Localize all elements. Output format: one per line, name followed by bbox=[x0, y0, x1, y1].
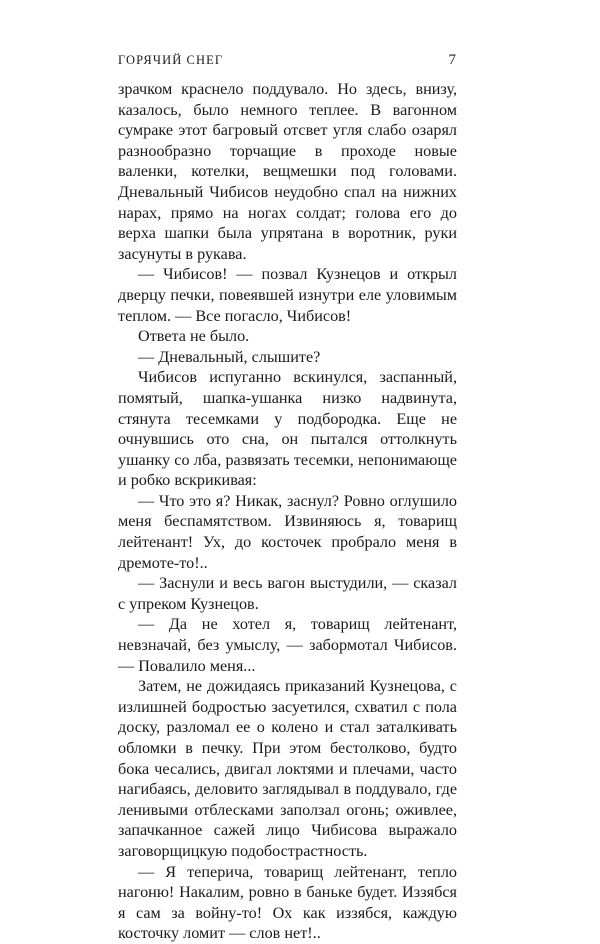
paragraph: Чибисов испуганно вскинулся, заспанный, помятый, шапка-ушанка низко надвинута, стянута тесемками у подбородка. Еще не очнувшись ото сна, он пытался оттолкнуть ушанку со лба, развязать тесемки, непонимающе и робко вскрикивая: bbox=[118, 368, 457, 490]
paragraph: — Дневальный, слышите? bbox=[138, 347, 321, 366]
paragraph: — Заснули и весь вагон выстудили, — сказал с упреком Кузнецов. bbox=[118, 574, 457, 613]
page-number: 7 bbox=[448, 52, 456, 68]
paragraph: Затем, не дожидаясь приказаний Кузнецова, с излишней бодростью засуетился, схватил с пола доску, разломал ее о колено и стал заталкивать обломки в печку. При этом бестолково, будто бока чесались, двигал локтями и плечами, часто нагибаясь, деловито заглядывал в поддувало, где ленивыми отблесками заползал огонь; оживлее, запачканное сажей лицо Чибисова выражало заговорщицкую подобострастность. bbox=[118, 677, 457, 860]
paragraph: Ответа не было. bbox=[138, 327, 250, 346]
book-title: ГОРЯЧИЙ СНЕГ bbox=[118, 53, 224, 67]
paragraph: — Что это я? Никак, заснул? Ровно оглушило меня беспамятством. Извиняюсь я, товарищ лейтенант! Ух, до косточек пробрало меня в дремоте-то!.. bbox=[118, 491, 457, 572]
paragraph: — Я теперича, товарищ лейтенант, тепло нагоню! Накалим, ровно в баньке будет. Иззябся я сам за войну-то! Ох как иззябся, каждую косточку ломит — слов нет!.. bbox=[118, 862, 457, 943]
body-text bbox=[118, 79, 457, 944]
paragraph: зрачком краснело поддувало. Но здесь, внизу, казалось, было немного теплее. В вагонном сумраке этот багровый отсвет угля слабо озарял разнообразно торчащие в проходе новые валенки, котелки, вещмешки под головами. Дневальный Чибисов неудобно спал на нижних нарах, прямо на ногах солдат; голова его до верха шапки была упрятана в воротник, руки засунуты в рукава. bbox=[118, 80, 457, 263]
paragraph: — Да не хотел я, товарищ лейтенант, невзначай, без умыслу, — забормотал Чибисов. — Повалило меня... bbox=[118, 615, 457, 675]
paragraph: — Чибисов! — позвал Кузнецов и открыл дверцу печки, повеявшей изнутри еле уловимым теплом. — Все погасло, Чибисов! bbox=[118, 265, 457, 325]
running-header bbox=[118, 53, 456, 73]
